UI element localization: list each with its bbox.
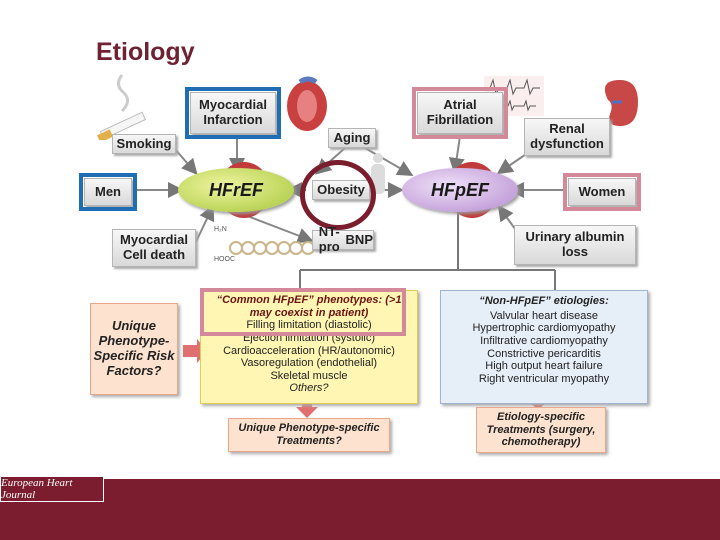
phenotype-item: Others? <box>289 382 329 395</box>
hfpef-oval: HFpEF <box>402 168 518 212</box>
smoking-node: Smoking <box>112 134 176 154</box>
urinary-albumin-node: Urinary albumin loss <box>514 225 636 265</box>
unique-risk-factors-box: Unique Phenotype-Specific Risk Factors? <box>90 303 178 395</box>
molecule-chain-icon <box>226 228 316 268</box>
phenotype-item: Vasoregulation (endothelial) <box>240 357 378 370</box>
renal-dysfunction-node: Renal dysfunction <box>524 118 610 156</box>
non-hfpef-heading: “Non-HFpEF” etiologies: <box>479 295 609 307</box>
obesity-node: Obesity <box>312 180 370 200</box>
unique-treatments-box: Unique Phenotype-specific Treatments? <box>228 418 390 452</box>
non-hfpef-etiologies-box <box>440 290 648 404</box>
myocardial-cell-death-node: Myocardial Cell death <box>112 229 196 267</box>
phenotype-item: Skeletal muscle <box>270 369 348 382</box>
men-node: Men <box>84 178 132 206</box>
footer-bar <box>0 479 720 540</box>
common-phenotypes-heading: “Common HFpEF” phenotypes: (>1 may coexist in patient) <box>216 294 402 319</box>
obesity-highlight-circle <box>300 160 376 230</box>
journal-logo: European Heart Journal <box>0 476 104 502</box>
etiology-item: Right ventricular myopathy <box>478 372 610 385</box>
cigarette-icon <box>92 70 152 140</box>
etiology-item: Hypertrophic cardiomyopathy <box>472 322 616 335</box>
common-phenotypes-highlight <box>200 288 406 336</box>
hfref-oval: HFrEF <box>178 168 294 212</box>
women-node: Women <box>568 178 636 206</box>
phenotype-item: Ejection limitation (systolic) <box>242 331 376 344</box>
myocardial-infarction-node: Myocardial Infarction <box>190 92 276 134</box>
slide-title: Etiology <box>96 38 195 66</box>
atrial-fibrillation-node: Atrial Fibrillation <box>417 92 503 134</box>
etiology-item: Constrictive pericarditis <box>487 347 601 360</box>
heart-icon <box>282 76 332 134</box>
etiology-item: High output heart failure <box>485 360 603 373</box>
phenotype-item: Filling limitation (diastolic) <box>246 319 372 332</box>
etiology-treatments-box: Etiology-specific Treatments (surgery, chemotherapy) <box>476 407 606 453</box>
etiology-item: Infiltrative cardiomyopathy <box>480 334 608 347</box>
aging-node: Aging <box>328 128 376 148</box>
molecule-label-bottom: HOOC <box>214 256 235 263</box>
etiology-item: Valvular heart disease <box>489 309 599 322</box>
molecule-label-top: H₂N <box>214 226 227 233</box>
nt-probnp-node: NT-pro BNP <box>312 230 374 250</box>
phenotype-item: Cardioacceleration (HR/autonomic) <box>223 344 395 357</box>
